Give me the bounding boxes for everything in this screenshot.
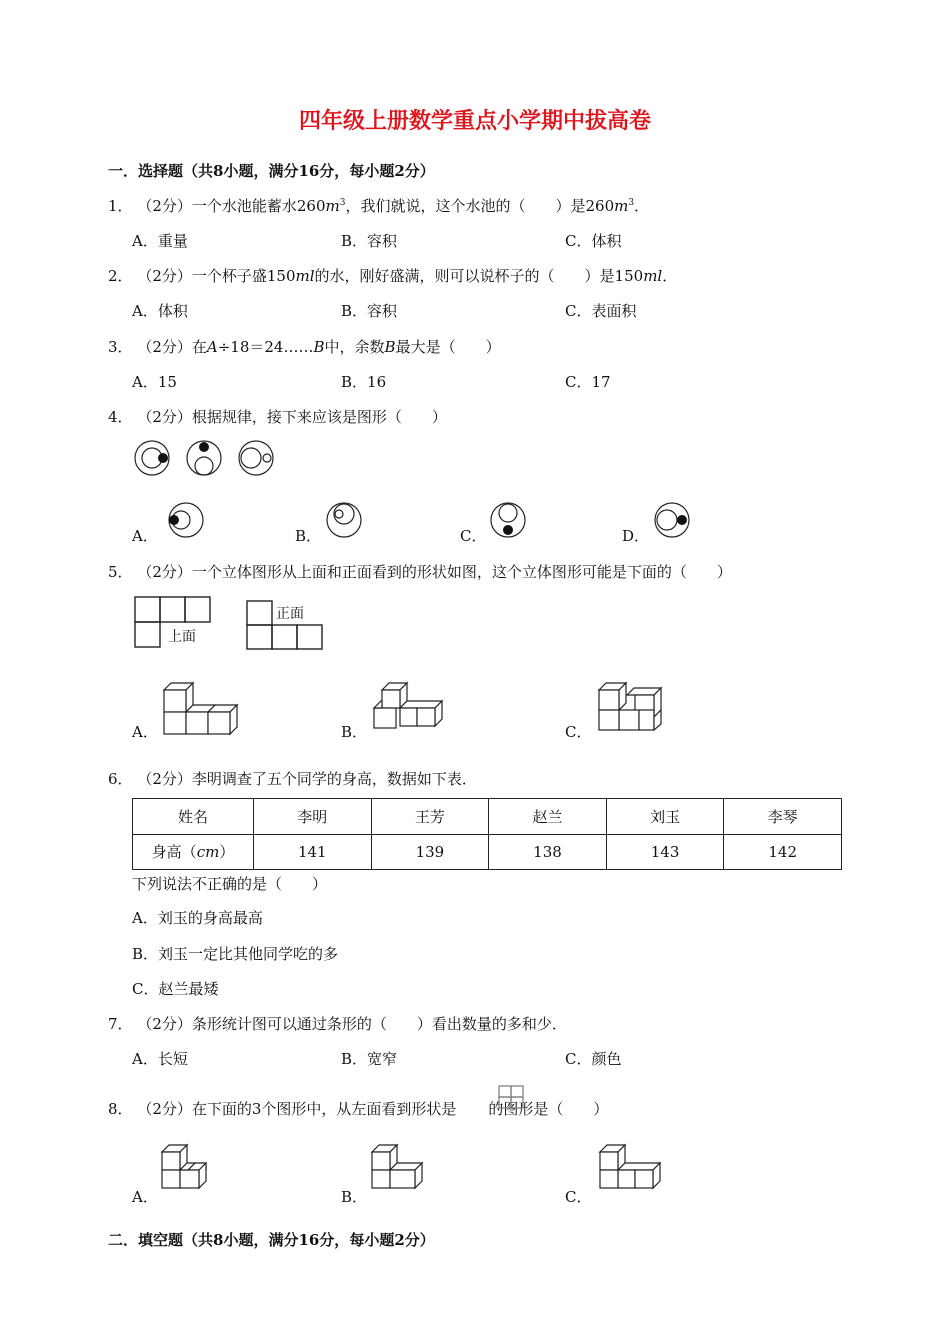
question-text: 李明调查了五个同学的身高，数据如下表．: [191, 770, 477, 788]
question-number: 2．: [108, 267, 133, 285]
option-c[interactable]: C．: [565, 723, 592, 741]
question-text: 根据规律，接下来应该是图形（ ）: [191, 408, 447, 426]
option-b[interactable]: B．: [295, 527, 322, 545]
option-d[interactable]: D．: [622, 527, 650, 545]
question-text: 在下面的3个图形中，从左面看到形状是: [191, 1100, 457, 1118]
question-text: 条形统计图可以通过条形的（ ）看出数量的多和少．: [191, 1015, 567, 1033]
question-7: [108, 1013, 567, 1034]
option-c-figure[interactable]: [595, 680, 675, 732]
option-b-figure[interactable]: [370, 680, 450, 732]
table-cell: 138: [489, 834, 607, 870]
unit: m: [614, 197, 629, 215]
option-c[interactable]: C．17: [565, 373, 611, 391]
unit: m: [325, 197, 340, 215]
option-a-figure[interactable]: [164, 500, 208, 540]
question-6: [108, 768, 477, 789]
table-cell: 139: [371, 834, 489, 870]
question-1: [108, 195, 649, 216]
question-score: （2分）: [137, 408, 192, 426]
question-number: 1．: [108, 197, 133, 215]
option-c[interactable]: C．颜色: [565, 1050, 622, 1068]
unit: ml: [643, 267, 663, 285]
question-score: （2分）: [137, 1015, 192, 1033]
option-d-figure[interactable]: [650, 500, 694, 540]
variable-a: A: [206, 338, 218, 356]
table-row-label: [133, 834, 254, 870]
question-score: （2分）: [137, 563, 192, 581]
option-c[interactable]: C．: [460, 527, 487, 545]
option-c[interactable]: C．赵兰最矮: [132, 980, 219, 998]
table-header-cell: 赵兰: [489, 799, 607, 835]
option-a-figure[interactable]: [158, 1140, 214, 1198]
page-title: 四年级上册数学重点小学期中拔高卷: [298, 109, 651, 134]
table-cell: 143: [606, 834, 724, 870]
superscript: 3: [339, 198, 346, 208]
question-3: [108, 336, 501, 357]
question-score: （2分）: [137, 338, 192, 356]
table-header-cell: 李琴: [724, 799, 842, 835]
pattern-circle-3: [239, 441, 273, 475]
question-text: ÷18＝24……: [217, 338, 314, 356]
table-cell: 142: [724, 834, 842, 870]
option-b[interactable]: B．: [341, 1188, 368, 1206]
section-heading-choice: 一．选择题（共8小题，满分16分，每小题2分）: [108, 162, 435, 180]
option-a[interactable]: A．: [132, 1188, 158, 1206]
question-text: ，我们就说，这个水池的（ ）是260: [345, 197, 615, 215]
superscript: 3: [628, 198, 635, 208]
option-b[interactable]: B．刘玉一定比其他同学吃的多: [132, 945, 339, 963]
table-header-cell: 刘玉: [606, 799, 724, 835]
table-row: [133, 834, 842, 870]
option-a[interactable]: A．: [132, 527, 158, 545]
question-score: （2分）: [137, 770, 192, 788]
option-b[interactable]: B．16: [341, 373, 387, 391]
option-a[interactable]: A．长短: [132, 1050, 188, 1068]
option-b[interactable]: B．容积: [341, 232, 398, 250]
punctuation: ．: [662, 267, 678, 285]
option-c-figure[interactable]: [596, 1140, 666, 1198]
option-a[interactable]: A．重量: [132, 232, 188, 250]
option-a[interactable]: A．刘玉的身高最高: [132, 909, 263, 927]
table-header-row: [133, 799, 842, 835]
punctuation: ．: [634, 197, 650, 215]
pattern-sequence-figure: [132, 436, 282, 480]
front-view-label: 正面: [276, 606, 304, 622]
option-a-figure[interactable]: [160, 680, 240, 732]
table-header-cell: 姓名: [133, 799, 254, 835]
option-c[interactable]: C．表面积: [565, 302, 637, 320]
question-score: （2分）: [137, 267, 192, 285]
question-text: 中，余数: [324, 338, 385, 356]
option-a[interactable]: A．体积: [132, 302, 188, 320]
question-number: 4．: [108, 408, 133, 426]
row-label-text: 身高（: [151, 843, 197, 862]
option-c[interactable]: C．体积: [565, 232, 622, 250]
option-a[interactable]: A．: [132, 723, 158, 741]
question-text: 一个杯子盛150: [191, 267, 296, 285]
pattern-circle-2: [187, 441, 221, 475]
unit: ml: [295, 267, 315, 285]
table-header-cell: 李明: [254, 799, 372, 835]
variable-b: B: [384, 338, 396, 356]
row-label-text: ）: [219, 843, 235, 862]
variable-b: B: [313, 338, 325, 356]
question-2: [108, 265, 677, 286]
question-4: [108, 406, 447, 427]
height-table: [132, 798, 842, 870]
option-b-figure[interactable]: [322, 500, 366, 540]
question-prompt: 下列说法不正确的是（ ）: [132, 875, 328, 893]
question-text: 的图形是（ ）: [488, 1100, 609, 1118]
unit: cm: [196, 843, 220, 862]
question-text: 一个水池能蓄水260: [191, 197, 326, 215]
option-b-figure[interactable]: [368, 1140, 438, 1198]
question-text: 的水，刚好盛满，则可以说杯子的（ ）是150: [314, 267, 644, 285]
section-heading-fill: 二．填空题（共8小题，满分16分，每小题2分）: [108, 1231, 435, 1249]
question-score: （2分）: [137, 1100, 192, 1118]
question-text: 一个立体图形从上面和正面看到的形状如图，这个立体图形可能是下面的（ ）: [191, 563, 732, 581]
question-number: 5．: [108, 563, 133, 581]
question-text: 在: [191, 338, 207, 356]
question-5: [108, 561, 732, 582]
option-b[interactable]: B．宽窄: [341, 1050, 398, 1068]
question-number: 7．: [108, 1015, 133, 1033]
question-number: 6．: [108, 770, 133, 788]
option-b[interactable]: B．: [341, 723, 368, 741]
question-score: （2分）: [137, 197, 192, 215]
table-header-cell: 王芳: [371, 799, 489, 835]
question-text: 最大是（ ）: [395, 338, 501, 356]
option-c-figure[interactable]: [486, 500, 530, 540]
option-a[interactable]: A．15: [132, 373, 177, 391]
question-number: 3．: [108, 338, 133, 356]
table-cell: 141: [254, 834, 372, 870]
pattern-circle-1: [135, 441, 169, 475]
option-c[interactable]: C．: [565, 1188, 592, 1206]
left-view-grid-figure: [497, 1084, 527, 1112]
question-number: 8．: [108, 1100, 133, 1118]
question-8: [108, 1098, 608, 1119]
top-view-label: 上面: [168, 629, 196, 645]
option-b[interactable]: B．容积: [341, 302, 398, 320]
